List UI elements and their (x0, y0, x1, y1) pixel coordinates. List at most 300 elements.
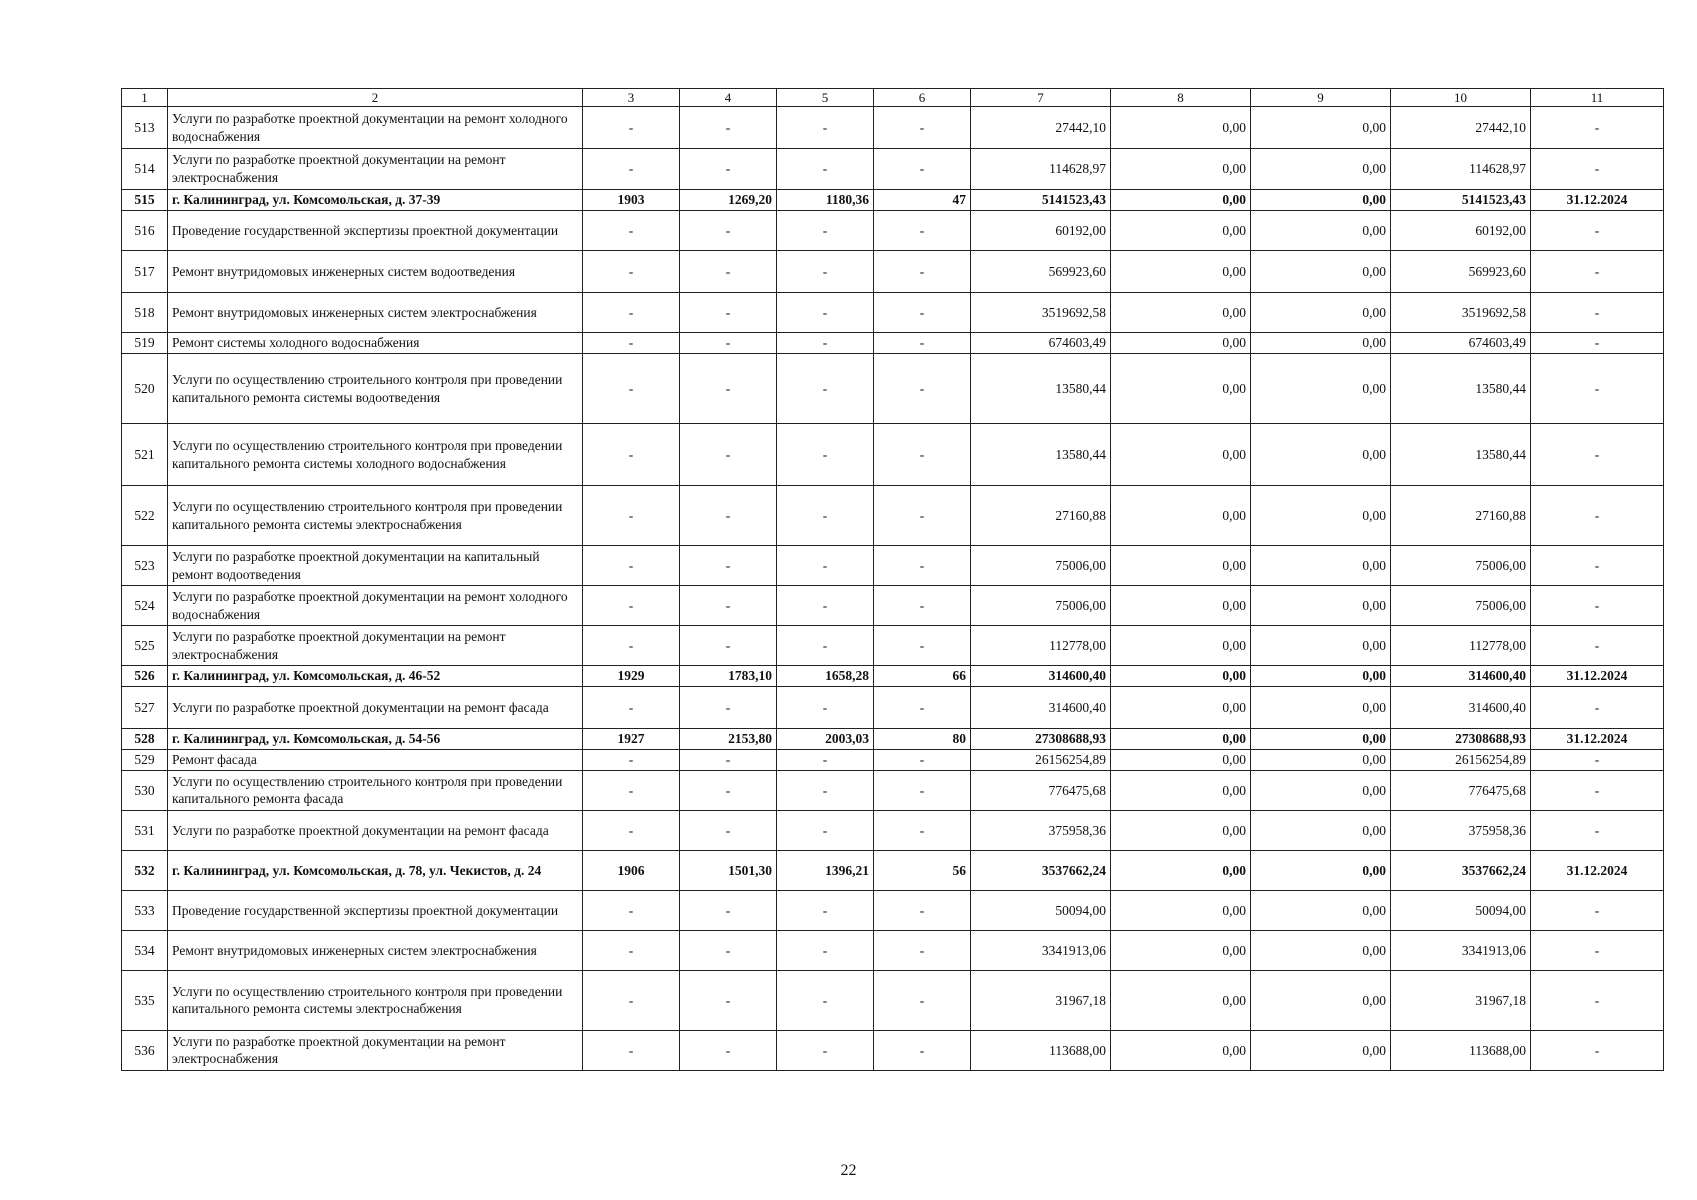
cell-description: Ремонт внутридомовых инженерных систем электроснабжения (168, 930, 583, 970)
cell-residents: - (874, 890, 971, 930)
cell-fund-federal: 0,00 (1111, 729, 1251, 750)
cell-description: Услуги по разработке проектной документации на ремонт электроснабжения (168, 149, 583, 190)
table-row (122, 486, 1664, 546)
table-row (122, 750, 1664, 771)
row-number: 533 (122, 890, 168, 930)
cell-cost-total: 60192,00 (971, 211, 1111, 251)
cell-deadline: - (1531, 770, 1664, 810)
address-row (122, 850, 1664, 890)
cell-deadline: - (1531, 107, 1664, 149)
cell-cost-total: 31967,18 (971, 970, 1111, 1030)
cell-cost-total: 13580,44 (971, 354, 1111, 424)
cell-residents: - (874, 333, 971, 354)
cell-year: - (583, 586, 680, 626)
cell-fund-owners: 112778,00 (1391, 626, 1531, 666)
table-row (122, 970, 1664, 1030)
cell-fund-owners: 569923,60 (1391, 251, 1531, 293)
cell-fund-regional: 0,00 (1251, 770, 1391, 810)
cell-residents: - (874, 687, 971, 729)
cell-description: Услуги по разработке проектной документации на ремонт фасада (168, 810, 583, 850)
cell-description: г. Калининград, ул. Комсомольская, д. 46-52 (168, 666, 583, 687)
cell-fund-federal: 0,00 (1111, 107, 1251, 149)
cell-fund-federal: 0,00 (1111, 970, 1251, 1030)
cell-fund-owners: 50094,00 (1391, 890, 1531, 930)
cell-deadline: - (1531, 1030, 1664, 1070)
cell-description: г. Калининград, ул. Комсомольская, д. 78, ул. Чекистов, д. 24 (168, 850, 583, 890)
cell-residents: - (874, 810, 971, 850)
cell-fund-regional: 0,00 (1251, 424, 1391, 486)
cell-residents: - (874, 750, 971, 771)
cell-area-living: - (777, 810, 874, 850)
cell-deadline: - (1531, 251, 1664, 293)
cell-fund-federal: 0,00 (1111, 333, 1251, 354)
cell-area-total: - (680, 930, 777, 970)
cell-fund-regional: 0,00 (1251, 890, 1391, 930)
cell-description: Услуги по разработке проектной документации на ремонт холодного водоснабжения (168, 586, 583, 626)
cell-fund-owners: 75006,00 (1391, 546, 1531, 586)
cell-description: Ремонт внутридомовых инженерных систем электроснабжения (168, 293, 583, 333)
cell-residents: - (874, 970, 971, 1030)
cell-fund-regional: 0,00 (1251, 190, 1391, 211)
cell-deadline: - (1531, 687, 1664, 729)
cell-cost-total: 314600,40 (971, 687, 1111, 729)
row-number: 528 (122, 729, 168, 750)
cell-area-living: - (777, 750, 874, 771)
row-number: 526 (122, 666, 168, 687)
cell-year: - (583, 107, 680, 149)
cell-year: - (583, 930, 680, 970)
cell-cost-total: 3537662,24 (971, 850, 1111, 890)
cell-deadline: - (1531, 486, 1664, 546)
cell-residents: - (874, 930, 971, 970)
cell-fund-owners: 314600,40 (1391, 687, 1531, 729)
cell-area-living: - (777, 970, 874, 1030)
cell-fund-federal: 0,00 (1111, 626, 1251, 666)
cell-area-total: - (680, 890, 777, 930)
cell-residents: 66 (874, 666, 971, 687)
cell-fund-federal: 0,00 (1111, 211, 1251, 251)
cell-residents: - (874, 586, 971, 626)
cell-deadline: 31.12.2024 (1531, 666, 1664, 687)
table-row (122, 770, 1664, 810)
cell-cost-total: 776475,68 (971, 770, 1111, 810)
col-header-11: 11 (1531, 89, 1664, 107)
cell-fund-federal: 0,00 (1111, 750, 1251, 771)
cell-fund-owners: 776475,68 (1391, 770, 1531, 810)
table-row (122, 107, 1664, 149)
cell-fund-federal: 0,00 (1111, 586, 1251, 626)
cell-fund-owners: 3341913,06 (1391, 930, 1531, 970)
cell-description: Ремонт фасада (168, 750, 583, 771)
table-row (122, 149, 1664, 190)
address-row (122, 190, 1664, 211)
row-number: 535 (122, 970, 168, 1030)
cell-area-living: - (777, 211, 874, 251)
cell-cost-total: 27442,10 (971, 107, 1111, 149)
cell-residents: - (874, 770, 971, 810)
cell-residents: - (874, 251, 971, 293)
cell-residents: - (874, 546, 971, 586)
cell-deadline: - (1531, 149, 1664, 190)
row-number: 519 (122, 333, 168, 354)
col-header-8: 8 (1111, 89, 1251, 107)
cell-residents: 56 (874, 850, 971, 890)
cell-deadline: - (1531, 546, 1664, 586)
row-number: 516 (122, 211, 168, 251)
cell-year: - (583, 750, 680, 771)
cell-residents: - (874, 424, 971, 486)
row-number: 521 (122, 424, 168, 486)
table-row (122, 890, 1664, 930)
cell-fund-federal: 0,00 (1111, 354, 1251, 424)
cell-area-living: 1658,28 (777, 666, 874, 687)
row-number: 529 (122, 750, 168, 771)
table-row (122, 333, 1664, 354)
cell-area-total: - (680, 970, 777, 1030)
cell-fund-regional: 0,00 (1251, 546, 1391, 586)
cell-fund-regional: 0,00 (1251, 333, 1391, 354)
cell-description: Проведение государственной экспертизы проектной документации (168, 211, 583, 251)
cell-area-living: - (777, 890, 874, 930)
cell-year: - (583, 890, 680, 930)
cell-description: Услуги по разработке проектной документации на капитальный ремонт водоотведения (168, 546, 583, 586)
cell-cost-total: 75006,00 (971, 546, 1111, 586)
cell-fund-owners: 314600,40 (1391, 666, 1531, 687)
cell-fund-owners: 27442,10 (1391, 107, 1531, 149)
row-number: 513 (122, 107, 168, 149)
cell-area-living: - (777, 687, 874, 729)
cell-fund-federal: 0,00 (1111, 251, 1251, 293)
cell-fund-regional: 0,00 (1251, 354, 1391, 424)
row-number: 514 (122, 149, 168, 190)
cell-area-living: - (777, 586, 874, 626)
cell-deadline: - (1531, 333, 1664, 354)
cell-year: - (583, 251, 680, 293)
table-row (122, 1030, 1664, 1070)
cell-year: - (583, 424, 680, 486)
cell-fund-owners: 114628,97 (1391, 149, 1531, 190)
cell-fund-owners: 113688,00 (1391, 1030, 1531, 1070)
col-header-3: 3 (583, 89, 680, 107)
cell-cost-total: 112778,00 (971, 626, 1111, 666)
cell-fund-federal: 0,00 (1111, 687, 1251, 729)
cell-fund-regional: 0,00 (1251, 486, 1391, 546)
cell-fund-owners: 5141523,43 (1391, 190, 1531, 211)
cell-fund-regional: 0,00 (1251, 107, 1391, 149)
cell-area-total: - (680, 107, 777, 149)
cell-fund-owners: 375958,36 (1391, 810, 1531, 850)
address-row (122, 729, 1664, 750)
cell-fund-federal: 0,00 (1111, 666, 1251, 687)
col-header-1: 1 (122, 89, 168, 107)
column-number-row (122, 89, 1664, 107)
cell-deadline: - (1531, 424, 1664, 486)
cell-description: Проведение государственной экспертизы проектной документации (168, 890, 583, 930)
cell-year: - (583, 149, 680, 190)
cell-description: г. Калининград, ул. Комсомольская, д. 37-39 (168, 190, 583, 211)
cell-cost-total: 27308688,93 (971, 729, 1111, 750)
cell-area-living: - (777, 770, 874, 810)
cell-fund-regional: 0,00 (1251, 729, 1391, 750)
cell-cost-total: 27160,88 (971, 486, 1111, 546)
cell-fund-regional: 0,00 (1251, 1030, 1391, 1070)
col-header-9: 9 (1251, 89, 1391, 107)
cell-year: 1906 (583, 850, 680, 890)
row-number: 520 (122, 354, 168, 424)
table-row (122, 251, 1664, 293)
cell-fund-owners: 60192,00 (1391, 211, 1531, 251)
cell-deadline: - (1531, 586, 1664, 626)
row-number: 522 (122, 486, 168, 546)
cell-residents: - (874, 211, 971, 251)
cell-deadline: - (1531, 626, 1664, 666)
table-row (122, 546, 1664, 586)
cell-description: Услуги по осуществлению строительного контроля при проведении капитального ремонта системы холодного водоснабжения (168, 424, 583, 486)
col-header-5: 5 (777, 89, 874, 107)
cell-area-living: 1396,21 (777, 850, 874, 890)
address-row (122, 666, 1664, 687)
cell-deadline: - (1531, 970, 1664, 1030)
cell-fund-regional: 0,00 (1251, 626, 1391, 666)
cell-fund-federal: 0,00 (1111, 486, 1251, 546)
cell-area-total: 1783,10 (680, 666, 777, 687)
cell-area-total: 1501,30 (680, 850, 777, 890)
cell-residents: - (874, 626, 971, 666)
cell-fund-federal: 0,00 (1111, 293, 1251, 333)
cell-area-living: - (777, 354, 874, 424)
row-number: 536 (122, 1030, 168, 1070)
cell-deadline: - (1531, 930, 1664, 970)
cell-year: - (583, 970, 680, 1030)
cell-description: Услуги по разработке проектной документации на ремонт холодного водоснабжения (168, 107, 583, 149)
cell-description: Услуги по осуществлению строительного контроля при проведении капитального ремонта фасада (168, 770, 583, 810)
row-number: 525 (122, 626, 168, 666)
cell-description: Услуги по осуществлению строительного контроля при проведении капитального ремонта системы электроснабжения (168, 486, 583, 546)
cell-fund-owners: 13580,44 (1391, 354, 1531, 424)
cell-cost-total: 13580,44 (971, 424, 1111, 486)
cell-area-living: - (777, 626, 874, 666)
cell-year: - (583, 626, 680, 666)
cell-cost-total: 113688,00 (971, 1030, 1111, 1070)
table-row (122, 424, 1664, 486)
cell-cost-total: 75006,00 (971, 586, 1111, 626)
cell-fund-regional: 0,00 (1251, 687, 1391, 729)
cell-deadline: 31.12.2024 (1531, 850, 1664, 890)
table-row (122, 930, 1664, 970)
row-number: 532 (122, 850, 168, 890)
cell-area-total: - (680, 750, 777, 771)
cell-fund-regional: 0,00 (1251, 850, 1391, 890)
cell-area-total: - (680, 810, 777, 850)
cell-fund-regional: 0,00 (1251, 810, 1391, 850)
cell-year: - (583, 211, 680, 251)
cell-fund-owners: 27308688,93 (1391, 729, 1531, 750)
register-body (122, 107, 1664, 1071)
row-number: 518 (122, 293, 168, 333)
cell-residents: - (874, 107, 971, 149)
cell-description: Ремонт внутридомовых инженерных систем водоотведения (168, 251, 583, 293)
cell-area-living: - (777, 107, 874, 149)
row-number: 524 (122, 586, 168, 626)
cell-description: Услуги по осуществлению строительного контроля при проведении капитального ремонта системы электроснабжения (168, 970, 583, 1030)
cell-fund-federal: 0,00 (1111, 770, 1251, 810)
row-number: 534 (122, 930, 168, 970)
cell-year: 1927 (583, 729, 680, 750)
col-header-6: 6 (874, 89, 971, 107)
cell-year: - (583, 810, 680, 850)
cell-residents: - (874, 1030, 971, 1070)
cell-fund-federal: 0,00 (1111, 930, 1251, 970)
cell-description: г. Калининград, ул. Комсомольская, д. 54-56 (168, 729, 583, 750)
cell-fund-federal: 0,00 (1111, 1030, 1251, 1070)
cell-area-total: - (680, 293, 777, 333)
col-header-2: 2 (168, 89, 583, 107)
register-table (121, 88, 1664, 1071)
cell-year: - (583, 333, 680, 354)
cell-fund-owners: 75006,00 (1391, 586, 1531, 626)
cell-description: Услуги по осуществлению строительного контроля при проведении капитального ремонта системы водоотведения (168, 354, 583, 424)
col-header-10: 10 (1391, 89, 1531, 107)
cell-fund-regional: 0,00 (1251, 930, 1391, 970)
table-row (122, 810, 1664, 850)
row-number: 527 (122, 687, 168, 729)
cell-area-total: - (680, 770, 777, 810)
cell-fund-owners: 3519692,58 (1391, 293, 1531, 333)
table-row (122, 211, 1664, 251)
cell-area-living: - (777, 486, 874, 546)
cell-area-total: 2153,80 (680, 729, 777, 750)
cell-fund-regional: 0,00 (1251, 211, 1391, 251)
cell-year: - (583, 486, 680, 546)
cell-area-living: - (777, 930, 874, 970)
cell-cost-total: 314600,40 (971, 666, 1111, 687)
cell-area-total: - (680, 486, 777, 546)
cell-fund-federal: 0,00 (1111, 890, 1251, 930)
cell-fund-federal: 0,00 (1111, 149, 1251, 190)
cell-fund-owners: 3537662,24 (1391, 850, 1531, 890)
cell-area-living: - (777, 149, 874, 190)
cell-description: Ремонт системы холодного водоснабжения (168, 333, 583, 354)
cell-year: - (583, 293, 680, 333)
cell-fund-owners: 27160,88 (1391, 486, 1531, 546)
cell-description: Услуги по разработке проектной документации на ремонт фасада (168, 687, 583, 729)
cell-area-living: - (777, 546, 874, 586)
cell-deadline: - (1531, 890, 1664, 930)
cell-fund-federal: 0,00 (1111, 424, 1251, 486)
cell-area-total: - (680, 251, 777, 293)
cell-deadline: - (1531, 750, 1664, 771)
cell-area-total: - (680, 1030, 777, 1070)
cell-deadline: - (1531, 211, 1664, 251)
cell-area-total: - (680, 424, 777, 486)
cell-year: - (583, 687, 680, 729)
cell-fund-federal: 0,00 (1111, 190, 1251, 211)
cell-residents: - (874, 149, 971, 190)
cell-area-total: 1269,20 (680, 190, 777, 211)
cell-deadline: - (1531, 293, 1664, 333)
table-row (122, 293, 1664, 333)
cell-fund-regional: 0,00 (1251, 293, 1391, 333)
col-header-7: 7 (971, 89, 1111, 107)
cell-fund-owners: 13580,44 (1391, 424, 1531, 486)
table-row (122, 354, 1664, 424)
row-number: 531 (122, 810, 168, 850)
cell-residents: 80 (874, 729, 971, 750)
cell-area-living: - (777, 251, 874, 293)
cell-description: Услуги по разработке проектной документации на ремонт электроснабжения (168, 1030, 583, 1070)
table-row (122, 626, 1664, 666)
cell-fund-regional: 0,00 (1251, 970, 1391, 1030)
cell-cost-total: 3519692,58 (971, 293, 1111, 333)
cell-area-living: - (777, 424, 874, 486)
cell-fund-regional: 0,00 (1251, 750, 1391, 771)
cell-area-living: - (777, 1030, 874, 1070)
cell-fund-owners: 31967,18 (1391, 970, 1531, 1030)
cell-cost-total: 674603,49 (971, 333, 1111, 354)
cell-fund-owners: 26156254,89 (1391, 750, 1531, 771)
cell-area-total: - (680, 687, 777, 729)
row-number: 515 (122, 190, 168, 211)
cell-area-living: - (777, 293, 874, 333)
cell-fund-federal: 0,00 (1111, 810, 1251, 850)
cell-fund-regional: 0,00 (1251, 251, 1391, 293)
cell-area-total: - (680, 211, 777, 251)
cell-description: Услуги по разработке проектной документации на ремонт электроснабжения (168, 626, 583, 666)
cell-area-total: - (680, 546, 777, 586)
page-number: 22 (840, 1162, 857, 1179)
cell-fund-regional: 0,00 (1251, 149, 1391, 190)
cell-year: 1903 (583, 190, 680, 211)
cell-cost-total: 5141523,43 (971, 190, 1111, 211)
table-row (122, 586, 1664, 626)
row-number: 517 (122, 251, 168, 293)
cell-residents: - (874, 293, 971, 333)
cell-cost-total: 375958,36 (971, 810, 1111, 850)
cell-deadline: 31.12.2024 (1531, 190, 1664, 211)
cell-area-total: - (680, 626, 777, 666)
cell-deadline: 31.12.2024 (1531, 729, 1664, 750)
cell-residents: - (874, 354, 971, 424)
cell-year: - (583, 546, 680, 586)
cell-area-total: - (680, 354, 777, 424)
cell-year: - (583, 1030, 680, 1070)
cell-residents: 47 (874, 190, 971, 211)
row-number: 530 (122, 770, 168, 810)
row-number: 523 (122, 546, 168, 586)
cell-residents: - (874, 486, 971, 546)
cell-cost-total: 50094,00 (971, 890, 1111, 930)
cell-cost-total: 569923,60 (971, 251, 1111, 293)
cell-deadline: - (1531, 810, 1664, 850)
cell-fund-federal: 0,00 (1111, 546, 1251, 586)
cell-area-total: - (680, 586, 777, 626)
cell-year: 1929 (583, 666, 680, 687)
cell-fund-regional: 0,00 (1251, 666, 1391, 687)
cell-fund-regional: 0,00 (1251, 586, 1391, 626)
cell-year: - (583, 354, 680, 424)
col-header-4: 4 (680, 89, 777, 107)
cell-year: - (583, 770, 680, 810)
cell-fund-owners: 674603,49 (1391, 333, 1531, 354)
cell-area-living: 1180,36 (777, 190, 874, 211)
table-row (122, 687, 1664, 729)
cell-cost-total: 26156254,89 (971, 750, 1111, 771)
cell-area-living: - (777, 333, 874, 354)
cell-cost-total: 3341913,06 (971, 930, 1111, 970)
cell-area-total: - (680, 149, 777, 190)
cell-fund-federal: 0,00 (1111, 850, 1251, 890)
cell-area-total: - (680, 333, 777, 354)
